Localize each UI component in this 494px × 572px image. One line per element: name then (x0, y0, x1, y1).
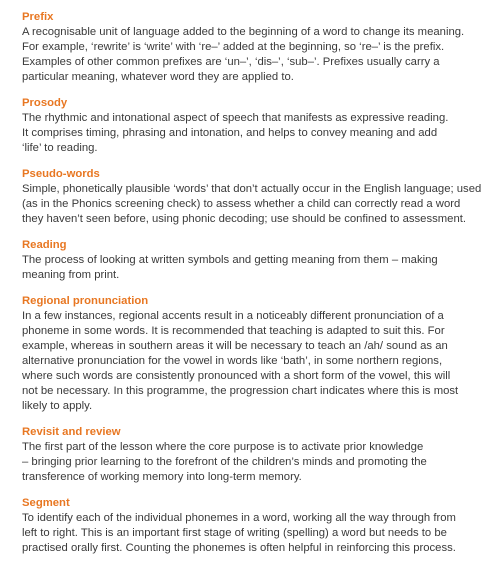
term-heading: Segment (22, 497, 70, 509)
glossary-entry-revisit-and-review (22, 425, 488, 485)
term-definition: A recognisable unit of language added to the beginning of a word to change its meaning. For example, ‘rewrite’ is ‘write’ with ‘re–’ added at the beginning, so ‘re–’ is the prefix. Examples of other common prefixes are ‘un–’, ‘dis–’, ‘sub–’. Prefixes usually carry a particular meaning, whatever word they are applied to. (22, 26, 465, 83)
term-heading: Prosody (22, 97, 68, 109)
term-heading: Revisit and review (22, 426, 121, 438)
term-definition: In a few instances, regional accents result in a noticeably different pronunciation of a phoneme in some words. It is recommended that teaching is adapted to suit this. For example, whereas in southern areas it will be necessary to teach an /ah/ sound as an alternative pronunciation for the vowel in words like ‘bath’, in some northern regions, where such words are consistently pronounced with a short form of the vowel, this will not be necessary. In this programme, the progression chart indicates where this is most likely to apply. (22, 310, 459, 412)
term-definition: The rhythmic and intonational aspect of speech that manifests as expressive reading. It comprises timing, phrasing and intonation, and helps to convey meaning and add ‘life’ to reading. (22, 112, 449, 154)
glossary (22, 10, 488, 567)
term-heading: Prefix (22, 11, 54, 23)
term-definition: The first part of the lesson where the core purpose is to activate prior knowledge – bringing prior learning to the forefront of the children’s minds and promoting the transference of working memory into long-term memory. (22, 441, 427, 483)
term-heading: Pseudo-words (22, 168, 100, 180)
glossary-entry-prosody (22, 96, 488, 156)
glossary-entry-pseudo-words (22, 167, 488, 227)
glossary-entry-prefix (22, 10, 488, 85)
term-heading: Reading (22, 239, 67, 251)
term-definition: Simple, phonetically plausible ‘words’ that don’t actually occur in the English language; used (as in the Phonics screening check) to assess whether a child can correctly read a word they haven’t seen before, using phonic decoding; use should be confined to assessment. (22, 183, 482, 225)
term-definition: To identify each of the individual phonemes in a word, working all the way through from left to right. This is an important first stage of writing (spelling) a word but needs to be practised orally first. Counting the phonemes is often helpful in reinforcing this process. (22, 512, 456, 554)
glossary-entry-reading (22, 238, 488, 283)
glossary-entry-segment (22, 496, 488, 556)
term-definition: The process of looking at written symbols and getting meaning from them – making meaning from print. (22, 254, 438, 281)
glossary-entry-regional-pronunciation (22, 294, 488, 414)
term-heading: Regional pronunciation (22, 295, 149, 307)
